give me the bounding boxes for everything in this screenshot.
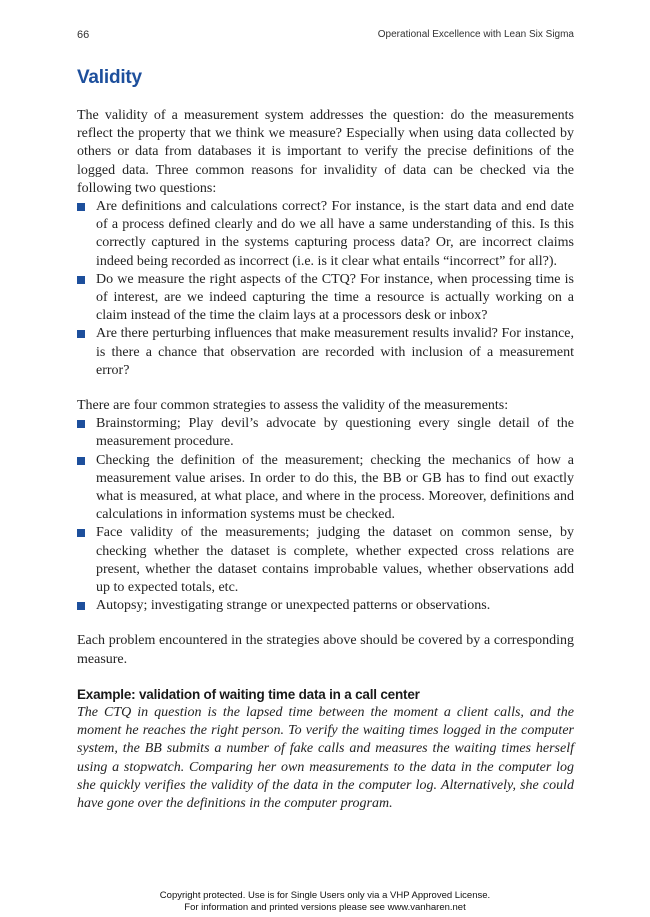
list-item-text: Are definitions and calculations correct? For instance, is the start data and end date of a process defined clearly and do we all have a same understanding of this. Is this correctly captured in the systems capturing process data? Or, are incorrect claims indeed being recorded as incorrect (i.e. is it clear what entails “incorrect” for all?).: [96, 199, 574, 269]
strategies-list: [77, 415, 574, 615]
square-bullet-icon: [77, 602, 85, 610]
list-item-text: Checking the definition of the measurement; checking the mechanics of how a measurement value arises. In order to do this, the BB or GB has to find out exactly what is measured, at what place, and where in the process. Moreover, definitions and calculations in information systems must be checked.: [96, 452, 574, 523]
list-item-text: Brainstorming; Play devil’s advocate by questioning every single detail of the measurement procedure.: [96, 416, 574, 450]
square-bullet-icon: [77, 203, 85, 211]
intro-paragraph: The validity of a measurement system addresses the question: do the measurements reflect the property that we think we measure? Especially when using data collected by others or data from databases it is important to verify the precise definitions of the logged data. Three common reasons for invalidity of data can be checked via the following two questions:: [77, 108, 574, 196]
square-bullet-icon: [77, 330, 85, 338]
paragraph-spacer: [77, 380, 574, 397]
square-bullet-icon: [77, 529, 85, 537]
list-item-text: Do we measure the right aspects of the CTQ? For instance, when processing time is of interest, are we indeed capturing the time a resource is actually working on a claim instead of the time the claim lays at a processors desk or inbox?: [96, 271, 574, 324]
footer-line: Copyright protected. Use is for Single Users only via a VHP Approved License.: [159, 890, 491, 901]
strategies-intro: There are four common strategies to assess the validity of the measurements:: [77, 398, 509, 414]
square-bullet-icon: [77, 420, 85, 428]
running-header-title: Operational Excellence with Lean Six Sigma: [377, 29, 574, 40]
list-item: [77, 271, 574, 326]
list-item: [77, 524, 574, 597]
list-item-text: Face validity of the measurements; judging the dataset on common sense, by checking whether the dataset is complete, whether expected cross relations are present, whether the dataset contains improbable values, whether observations add up to expected totals, etc.: [96, 525, 574, 596]
list-item: [77, 597, 574, 615]
reasons-list: [77, 198, 574, 380]
section-title: Validity: [77, 67, 142, 88]
page-number: 66: [77, 29, 90, 41]
list-item: [77, 198, 574, 271]
paragraph-spacer: [77, 615, 574, 632]
closing-paragraph: Each problem encountered in the strategies above should be covered by a corresponding measure.: [77, 633, 574, 667]
list-item: [77, 325, 574, 380]
example-title: Example: validation of waiting time data in a call center: [77, 686, 420, 702]
copyright-footer: [0, 890, 650, 913]
list-item: [77, 415, 574, 451]
list-item-text: Are there perturbing influences that make measurement results invalid? For instance, is there a chance that observation are recorded with inclusion of a measurement error?: [96, 326, 574, 378]
page-body: [77, 66, 574, 813]
list-item: [77, 452, 574, 525]
example-body: The CTQ in question is the lapsed time between the moment a client calls, and the moment he reaches the right person. To verify the waiting times logged in the computer system, the BB submits a number of fake calls and measures the waiting times herself using a stopwatch. Comparing her own measurements to the data in the computer log she quickly verifies the validity of the data in the computer log. Alternatively, she could have gone over the definitions in the computer program.: [77, 704, 574, 811]
list-item-text: Autopsy; investigating strange or unexpected patterns or observations.: [96, 598, 491, 614]
square-bullet-icon: [77, 276, 85, 284]
paragraph-spacer: [77, 669, 574, 686]
square-bullet-icon: [77, 457, 85, 465]
footer-line: For information and printed versions please see www.vanharen.net: [184, 901, 466, 913]
